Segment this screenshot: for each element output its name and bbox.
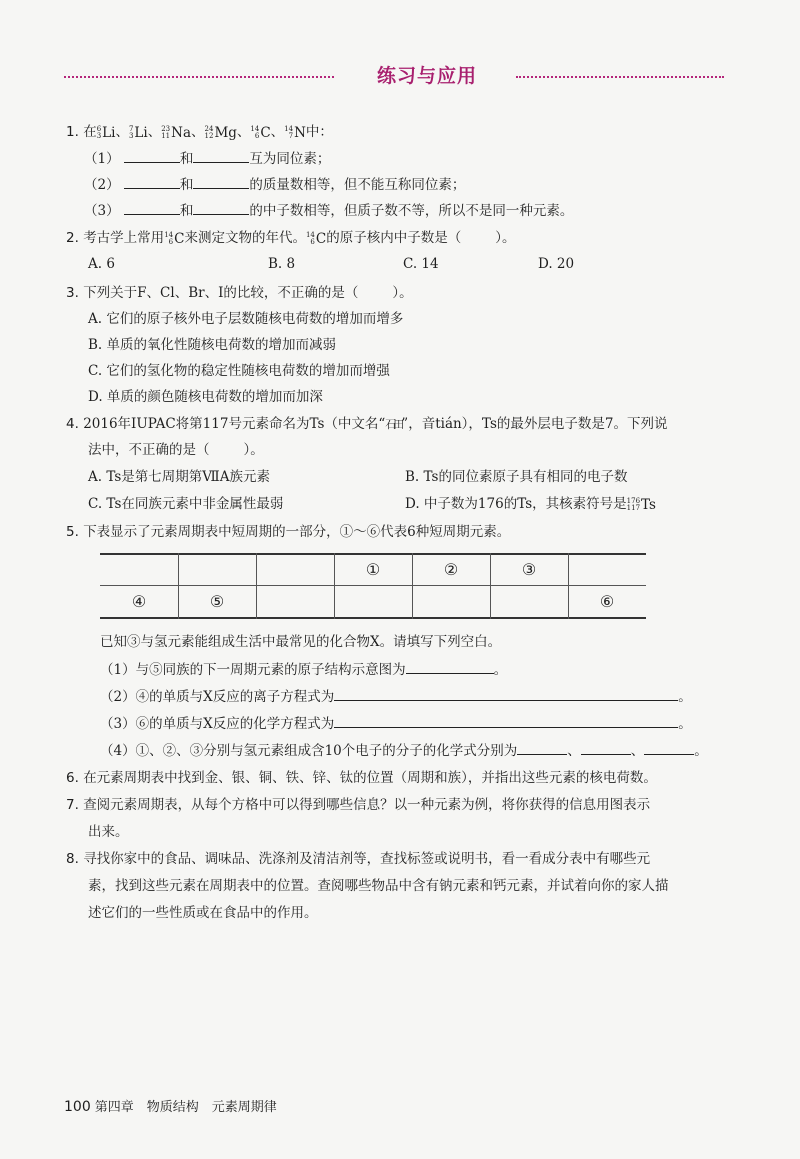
nuclide-symbol: Li [102,124,116,141]
answer-blank[interactable] [406,659,494,674]
q6-number: 6. [66,770,79,786]
nuclide-z: 3 [128,131,134,140]
table-cell-r1c4: ① [365,560,381,579]
q4-text: 法中，不正确的是（ [88,442,210,458]
q6 [66,768,657,788]
q3-text: 下列关于F、Cl、Br、I的比较，不正确的是（ [83,285,359,301]
q8-line3: 述它们的一些性质或在食品中的作用。 [88,905,318,921]
q5-stem [66,522,510,542]
q2-text: ）。 [495,230,516,246]
separator: 、 [236,124,251,140]
chapter-title: 第四章 物质结构 元素周期律 [94,1100,277,1115]
q3-option-a[interactable]: A. 它们的原子核外电子层数随核电荷数的增加而增多 [88,311,404,327]
q1-stem [66,122,333,143]
q5-sub2 [100,686,692,707]
table-cell-r2c2: ⑤ [209,592,225,611]
nuclide-z: 3 [96,131,102,140]
q3-option-c[interactable]: C. 它们的氢化物的稳定性随核电荷数的增加而增强 [88,363,390,379]
nuclide-symbol: Na [171,124,192,141]
q1-sub1 [84,148,330,169]
nuclide-c14 [306,229,326,249]
q6-text: 在元素周期表中找到金、银、铜、铁、锌、钛的位置（周期和族），并指出这些元素的核电荷数。 [83,770,657,786]
nuclide-symbol: C [260,124,271,141]
nuclide-symbol: Li [134,124,148,141]
answer-blank[interactable] [517,740,567,755]
nuclide-mass: 14 [250,124,260,133]
sub-text: 的质量数相等，但不能互称同位素； [249,177,466,193]
q2-text: 考古学上常用 [83,230,165,246]
q5-text: 下表显示了元素周期表中短周期的一部分，①～⑥代表6种短周期元素。 [83,524,511,540]
sub-number: （1） [84,151,120,167]
nuclide-mass: 6 [96,124,102,133]
table-col-divider [256,553,257,619]
q1-tail: 中： [305,124,333,140]
nuclide-mass: 24 [204,124,214,133]
q4-option-d-text: D. 中子数为176的Ts，其核素符号是 [405,496,627,512]
nuclide-mass: 14 [284,124,294,133]
sub-number: （3） [84,203,120,219]
table-cell-r1c5: ② [443,560,459,579]
nuclide-symbol: Ts [641,496,656,513]
header-dotted-rule-right [516,76,724,78]
q4-number: 4. [66,416,79,432]
nuclide-mass: 14 [164,230,174,239]
nuclide-li6 [97,123,116,143]
answer-blank[interactable] [334,713,678,728]
q4-option-d[interactable] [405,494,656,515]
conj-text: 和 [179,203,194,219]
separator: 、 [115,124,129,140]
nuclide-symbol: C [174,230,185,247]
q4-option-c[interactable]: C. Ts在同族元素中非金属性最弱 [88,496,284,512]
nuclide-symbol: C [315,230,327,247]
table-cell-r1c6: ③ [521,560,537,579]
q1-sub2 [84,174,465,195]
q2-text: 的原子核内中子数是（ [326,230,462,246]
sub-text: 的中子数相等，但质子数不等，所以不是同一种元素。 [249,203,574,219]
q1-number: 1. [66,124,79,140]
q3-option-d[interactable]: D. 单质的颜色随核电荷数的增加而加深 [88,389,323,405]
q7-number: 7. [66,797,79,813]
q4-text: ）。 [243,442,264,458]
table-cell-r2c1: ④ [131,592,147,611]
nuclide-c14 [164,229,184,249]
q2-option-a[interactable]: A. 6 [88,256,115,272]
conj-text: 和 [179,177,194,193]
q4-stem-line2 [88,440,264,460]
nuclide-z: 12 [204,131,214,140]
q2-option-d[interactable]: D. 20 [538,256,575,272]
q7-line1 [66,795,650,815]
q5-sub4 [100,740,708,761]
q5-known: 已知③与氢元素能组成生活中最常见的化合物X。请填写下列空白。 [100,634,502,650]
q3-option-b[interactable]: B. 单质的氧化性随核电荷数的增加而减弱 [88,337,337,353]
answer-blank[interactable] [644,740,694,755]
q2-text: 来测定文物的年代。 [184,230,306,246]
q8-line1 [66,849,650,869]
answer-blank[interactable] [193,148,249,163]
answer-blank[interactable] [124,148,180,163]
q8-line2: 素，找到这些元素在周期表中的位置。查阅哪些物品中含有钠元素和钙元素，并试着向你的家人描 [88,878,669,894]
section-header [64,62,724,92]
q8-text: 寻找你家中的食品、调味品、洗涤剂及清洁剂等，查找标签或说明书，看一看成分表中有哪些元 [83,851,651,867]
sub-end: 。 [678,689,692,705]
separator: 、 [630,743,645,759]
answer-blank[interactable] [193,174,249,189]
sub-text: （2）④的单质与X反应的离子方程式为 [100,689,335,705]
answer-blank[interactable] [124,200,180,215]
q2-stem [66,228,515,249]
sub-number: （2） [84,177,120,193]
separator: 、 [191,124,205,140]
q1-sub3 [84,200,573,221]
nuclide-z: 6 [310,237,315,246]
q3-text: ）。 [392,285,413,301]
answer-blank[interactable] [581,740,631,755]
page-number: 100 [64,1099,91,1115]
q8-number: 8. [66,851,79,867]
page-footer [64,1096,277,1115]
q4-option-a[interactable]: A. Ts是第七周期第ⅦA族元素 [88,469,270,485]
sub-end: 。 [493,662,508,678]
q4-text: 2016年IUPAC将第117号元素命名为Ts（中文名“ [83,416,386,432]
q5-sub1 [100,659,507,680]
answer-blank[interactable] [334,686,678,701]
nuclide-mass: 23 [161,124,171,133]
separator: 、 [567,743,581,759]
header-dotted-rule-left [64,76,334,78]
nuclide-z: 11 [161,131,171,140]
separator: 、 [147,124,162,140]
q5-sub3 [100,713,692,734]
sub-text: （1）与⑤同族的下一周期元素的原子结构示意图为 [100,662,406,678]
nuclide-z: 7 [288,131,294,140]
section-title: 练习与应用 [376,65,477,87]
q2-number: 2. [66,230,79,246]
separator: 、 [270,124,285,140]
answer-blank[interactable] [193,200,249,215]
q4-element-char: 石田 [385,418,402,431]
nuclide-mg24 [205,123,237,143]
nuclide-li7 [129,123,148,143]
nuclide-n14 [284,123,306,143]
q7-line2: 出来。 [88,824,129,840]
sub-text: （4）①、②、③分别与氢元素组成含10个电子的分子的化学式分别为 [100,743,518,759]
nuclide-z: 117 [626,503,641,512]
sub-text: 互为同位素； [249,151,331,167]
nuclide-symbol: N [294,124,306,141]
q4-stem-line1 [66,414,667,435]
q3-number: 3. [66,285,79,301]
nuclide-mass: 176 [626,496,641,505]
q4-text: ”，音tián），Ts的最外层电子数是7。下列说 [401,416,668,432]
conj-text: 和 [179,151,194,167]
nuclide-na23 [161,123,191,143]
nuclide-mass: 7 [128,124,134,133]
periodic-table-fragment [100,553,646,619]
q5-number: 5. [66,524,79,540]
nuclide-ts293 [627,495,656,515]
q7-text: 查阅元素周期表，从每个方格中可以得到哪些信息？以一种元素为例，将你获得的信息用图表示 [83,797,651,813]
q1-lead: 在 [83,124,97,140]
q2-option-b[interactable]: B. 8 [268,256,296,272]
q4-option-b[interactable]: B. Ts的同位素原子具有相同的电子数 [405,469,628,485]
nuclide-c14 [250,123,270,143]
nuclide-symbol: Mg [214,124,237,141]
nuclide-z: 6 [254,131,260,140]
table-cell-r2c7: ⑥ [599,592,615,611]
nuclide-mass: 14 [305,230,315,239]
sub-text: （3）⑥的单质与X反应的化学方程式为 [100,716,335,732]
sub-end: 。 [678,716,692,732]
sub-end: 。 [694,743,708,759]
answer-blank[interactable] [124,174,180,189]
nuclide-z: 6 [168,237,174,246]
q2-option-c[interactable]: C. 14 [403,256,439,272]
q3-stem [66,283,413,303]
